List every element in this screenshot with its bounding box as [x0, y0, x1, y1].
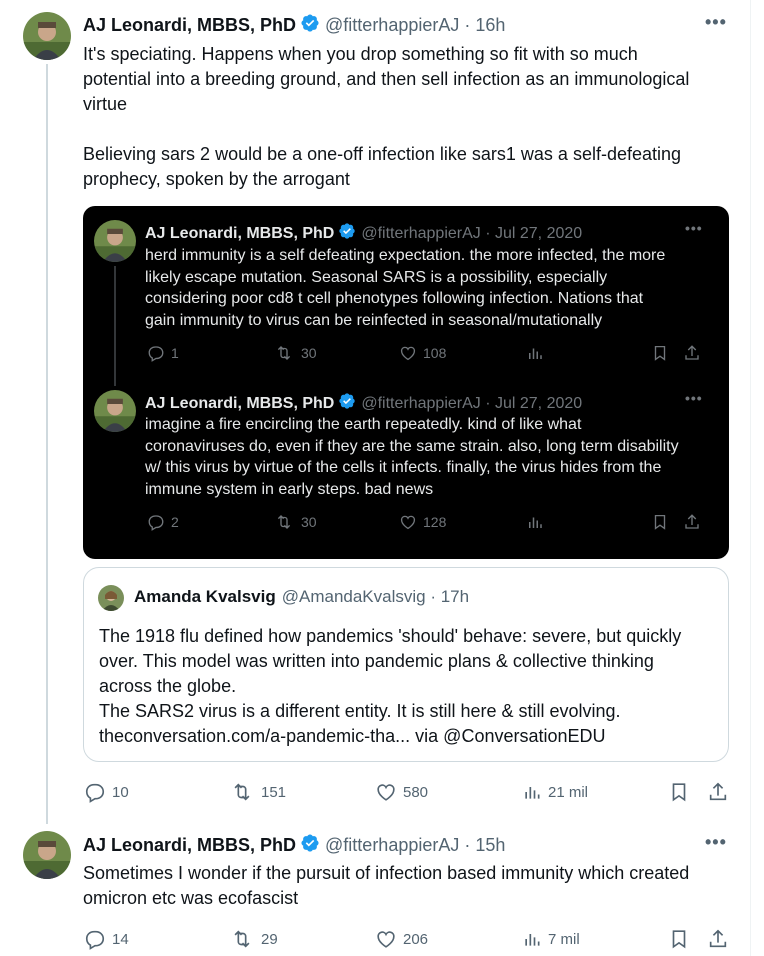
like-count: 580 [403, 783, 429, 801]
verified-icon [338, 222, 356, 245]
embedded-handle-date: @fitterhappierAJ · Jul 27, 2020 [361, 394, 583, 412]
more-options-icon[interactable]: ••• [705, 832, 727, 852]
share-button[interactable] [707, 928, 729, 950]
like-count: 206 [403, 930, 429, 948]
embedded-like-count: 108 [423, 345, 447, 361]
embedded-more-icon: ••• [685, 390, 703, 406]
embedded-header [145, 392, 582, 415]
views-icon [522, 928, 542, 950]
bookmark-icon [651, 513, 669, 531]
views-button[interactable] [522, 781, 588, 803]
embedded-like [399, 344, 446, 362]
repost-button[interactable] [229, 928, 278, 950]
embedded-avatar [94, 220, 136, 262]
thread-line [46, 64, 48, 824]
like-button[interactable] [375, 781, 428, 803]
repost-icon [229, 928, 255, 950]
author-avatar[interactable] [23, 831, 71, 879]
verified-icon [300, 13, 320, 38]
embedded-repost [273, 513, 317, 531]
verified-icon [338, 392, 356, 415]
embedded-reply [147, 513, 179, 531]
reply-count: 10 [112, 783, 129, 801]
embedded-reply [147, 344, 179, 362]
share-icon [707, 928, 729, 950]
views-icon [526, 344, 544, 362]
tweet-text: Sometimes I wonder if the pursuit of infection based immunity which created omicron etc was ecofascist [83, 863, 690, 908]
like-icon [375, 781, 397, 803]
embedded-author-name: AJ Leonardi, MBBS, PhD [145, 224, 335, 242]
embedded-repost-count: 30 [301, 514, 317, 530]
like-icon [399, 344, 417, 362]
quoted-tweet[interactable] [83, 567, 729, 762]
embedded-bookmark [651, 513, 669, 531]
bookmark-button[interactable] [668, 781, 690, 803]
embedded-header [145, 222, 582, 245]
quoted-author-name: Amanda Kvalsvig [134, 587, 276, 606]
quoted-tweet-text: The 1918 flu defined how pandemics 'should' behave: severe, but quickly over. This model was written into pandemic plans & collective thinking across the globe. The SARS2 virus is a different entity. It is still here & still evolving. theconversation.com/a-pandemic-tha... via @ConversationEDU [99, 626, 682, 746]
share-icon [707, 781, 729, 803]
bookmark-icon [651, 344, 669, 362]
repost-icon [273, 513, 295, 531]
bookmark-button[interactable] [668, 928, 690, 950]
tweet-header [83, 834, 505, 856]
verified-icon [300, 833, 320, 858]
views-count: 7 mil [548, 930, 580, 948]
embedded-like [399, 513, 446, 531]
reply-icon [84, 781, 106, 803]
embedded-avatar [94, 390, 136, 432]
views-button[interactable] [522, 928, 580, 950]
quoted-header [134, 587, 469, 607]
embedded-views [526, 513, 544, 531]
author-handle-time[interactable]: @fitterhappierAJ [325, 14, 460, 35]
embedded-tweet-text: imagine a fire encircling the earth repeatedly. kind of like what coronaviruses do, even if they are the same strain. also, long term disability w/ this virus by virtue of the cells it infects. finally, the virus hides from the immune system in early steps. bad news [145, 416, 679, 498]
bookmark-icon [668, 928, 690, 950]
embedded-reply-count: 1 [171, 345, 179, 361]
views-icon [526, 513, 544, 531]
bookmark-icon [668, 781, 690, 803]
author-avatar[interactable] [23, 12, 71, 60]
repost-button[interactable] [229, 781, 286, 803]
share-button[interactable] [707, 781, 729, 803]
repost-icon [273, 344, 295, 362]
embedded-like-count: 128 [423, 514, 447, 530]
embedded-share [683, 344, 701, 362]
reply-icon [147, 344, 165, 362]
reply-button[interactable] [84, 781, 129, 803]
embedded-handle-date: @fitterhappierAJ · Jul 27, 2020 [361, 224, 583, 242]
tweet-header [83, 14, 505, 36]
embedded-reply-count: 2 [171, 514, 179, 530]
like-button[interactable] [375, 928, 428, 950]
author-name[interactable]: AJ Leonardi, MBBS, PhD [83, 834, 297, 855]
embedded-bookmark [651, 344, 669, 362]
embedded-author-name: AJ Leonardi, MBBS, PhD [145, 394, 335, 412]
views-count: 21 mil [548, 783, 589, 801]
quoted-handle-time: @AmandaKvalsvig · 17h [281, 587, 470, 606]
repost-count: 29 [261, 930, 278, 948]
embedded-thread-image[interactable] [83, 206, 729, 559]
share-icon [683, 513, 701, 531]
tweet-time[interactable]: · 16h [464, 14, 506, 35]
embedded-share [683, 513, 701, 531]
reply-count: 14 [112, 930, 129, 948]
embedded-repost-count: 30 [301, 345, 317, 361]
repost-count: 151 [261, 783, 287, 801]
reply-icon [84, 928, 106, 950]
reply-icon [147, 513, 165, 531]
author-name[interactable]: AJ Leonardi, MBBS, PhD [83, 14, 297, 35]
share-icon [683, 344, 701, 362]
embedded-more-icon: ••• [685, 220, 703, 236]
embedded-thread-line [114, 266, 116, 386]
reply-button[interactable] [84, 928, 129, 950]
more-options-icon[interactable]: ••• [705, 12, 727, 32]
embedded-tweet-text: herd immunity is a self defeating expectation. the more infected, the more likely escape mutation. Seasonal SARS is a possibility, especially considering poor cd8 t cell phenotypes following infection. Nations that gain immunity to virus can be reinfected in seasonal/mutationally [145, 247, 666, 329]
tweet-text: It's speciating. Happens when you drop something so fit with so much potential into a breeding ground, and then sell infection as an immunological virtue Believing sars 2 would be a one-off infection like sars1 was a self-defeating prophecy, spoken by the arrogant [83, 44, 690, 189]
embedded-views [526, 344, 544, 362]
embedded-repost [273, 344, 317, 362]
author-handle-time[interactable]: @fitterhappierAJ · 15h [325, 834, 506, 855]
views-icon [522, 781, 542, 803]
quoted-author-avatar [98, 585, 124, 611]
repost-icon [229, 781, 255, 803]
like-icon [399, 513, 417, 531]
like-icon [375, 928, 397, 950]
